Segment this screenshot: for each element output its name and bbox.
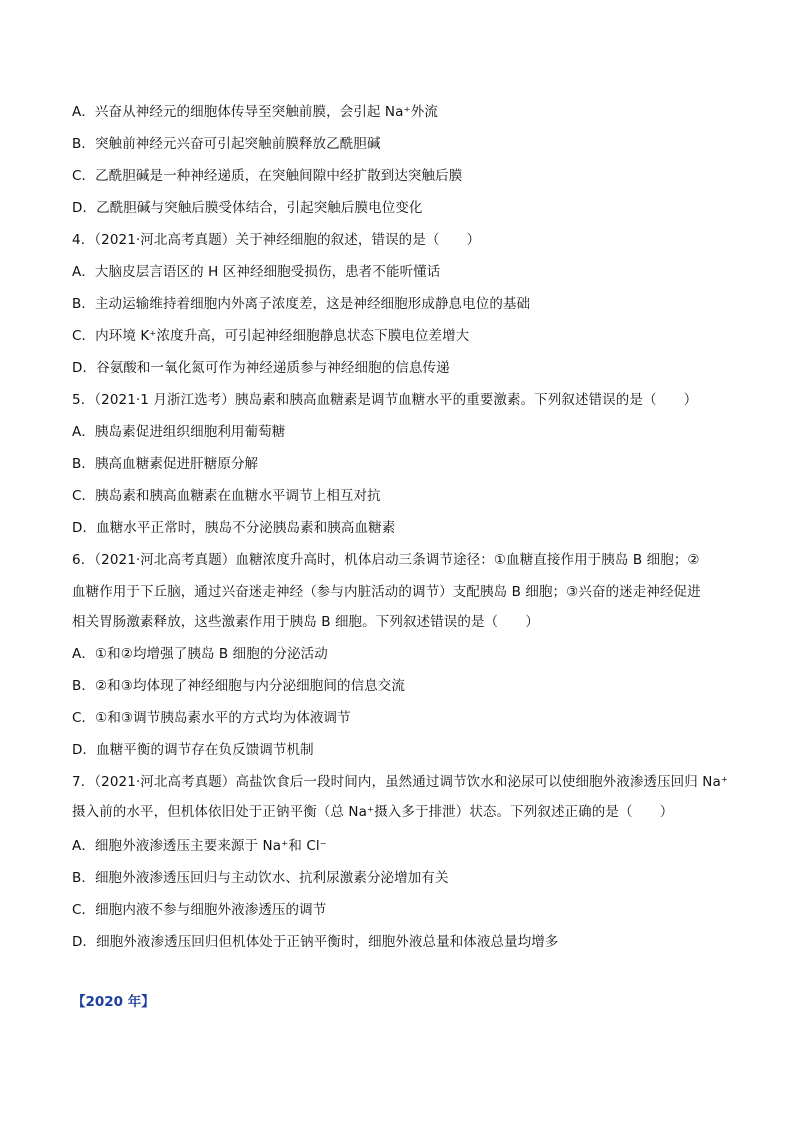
q6-stem-line2: 血糖作用于下丘脑，通过兴奋迷走神经（参与内脏活动的调节）支配胰岛 B 细胞；③兴奋的迷走神经促进: [72, 584, 701, 600]
q6-option-a: A．①和②均增强了胰岛 B 细胞的分泌活动: [72, 646, 328, 662]
q7-stem-line1: 7．（2021·河北高考真题）高盐饮食后一段时间内，虽然通过调节饮水和泌尿可以使细胞外液渗透压回归 Na⁺: [72, 774, 729, 790]
q7-option-a: A．细胞外液渗透压主要来源于 Na⁺和 Cl⁻: [72, 838, 327, 854]
q3-option-c: C．乙酰胆碱是一种神经递质，在突触间隙中经扩散到达突触后膜: [72, 168, 463, 184]
q3-option-b: B．突触前神经元兴奋可引起突触前膜释放乙酰胆碱: [72, 136, 381, 152]
q7-option-d: D．细胞外液渗透压回归但机体处于正钠平衡时，细胞外液总量和体液总量均增多: [72, 934, 559, 950]
section-heading-2020: 【2020 年】: [72, 994, 155, 1010]
q6-stem-line3: 相关胃肠激素释放，这些激素作用于胰岛 B 细胞。下列叙述错误的是（ ）: [72, 614, 539, 630]
q5-option-d: D．血糖水平正常时，胰岛不分泌胰岛素和胰高血糖素: [72, 520, 396, 536]
q6-option-b: B．②和③均体现了神经细胞与内分泌细胞间的信息交流: [72, 678, 405, 694]
q7-option-c: C．细胞内液不参与细胞外液渗透压的调节: [72, 902, 327, 918]
q6-option-c: C．①和③调节胰岛素水平的方式均为体液调节: [72, 710, 351, 726]
q6-option-d: D．血糖平衡的调节存在负反馈调节机制: [72, 742, 314, 758]
q5-option-c: C．胰岛素和胰高血糖素在血糖水平调节上相互对抗: [72, 488, 381, 504]
q7-stem-line2: 摄入前的水平，但机体依旧处于正钠平衡（总 Na⁺摄入多于排泄）状态。下列叙述正确的是（ ）: [72, 804, 674, 820]
q3-option-d: D．乙酰胆碱与突触后膜受体结合，引起突触后膜电位变化: [72, 200, 423, 216]
q7-option-b: B．细胞外液渗透压回归与主动饮水、抗利尿激素分泌增加有关: [72, 870, 449, 886]
q4-option-d: D．谷氨酸和一氧化氮可作为神经递质参与神经细胞的信息传递: [72, 360, 450, 376]
q5-option-a: A．胰岛素促进组织细胞利用葡萄糖: [72, 424, 286, 440]
q6-stem-line1: 6．（2021·河北高考真题）血糖浓度升高时，机体启动三条调节途径：①血糖直接作用于胰岛 B 细胞；②: [72, 552, 700, 568]
q4-option-a: A．大脑皮层言语区的 H 区神经细胞受损伤，患者不能听懂话: [72, 264, 441, 280]
q4-option-b: B．主动运输维持着细胞内外离子浓度差，这是神经细胞形成静息电位的基础: [72, 296, 531, 312]
q3-option-a: A．兴奋从神经元的细胞体传导至突触前膜，会引起 Na⁺外流: [72, 104, 438, 120]
q5-option-b: B．胰高血糖素促进肝糖原分解: [72, 456, 259, 472]
q4-stem: 4．（2021·河北高考真题）关于神经细胞的叙述，错误的是（ ）: [72, 232, 481, 248]
q5-stem: 5．（2021·1 月浙江选考）胰岛素和胰高血糖素是调节血糖水平的重要激素。下列叙述错误的是（ ）: [72, 392, 698, 408]
q4-option-c: C．内环境 K⁺浓度升高，可引起神经细胞静息状态下膜电位差增大: [72, 328, 470, 344]
